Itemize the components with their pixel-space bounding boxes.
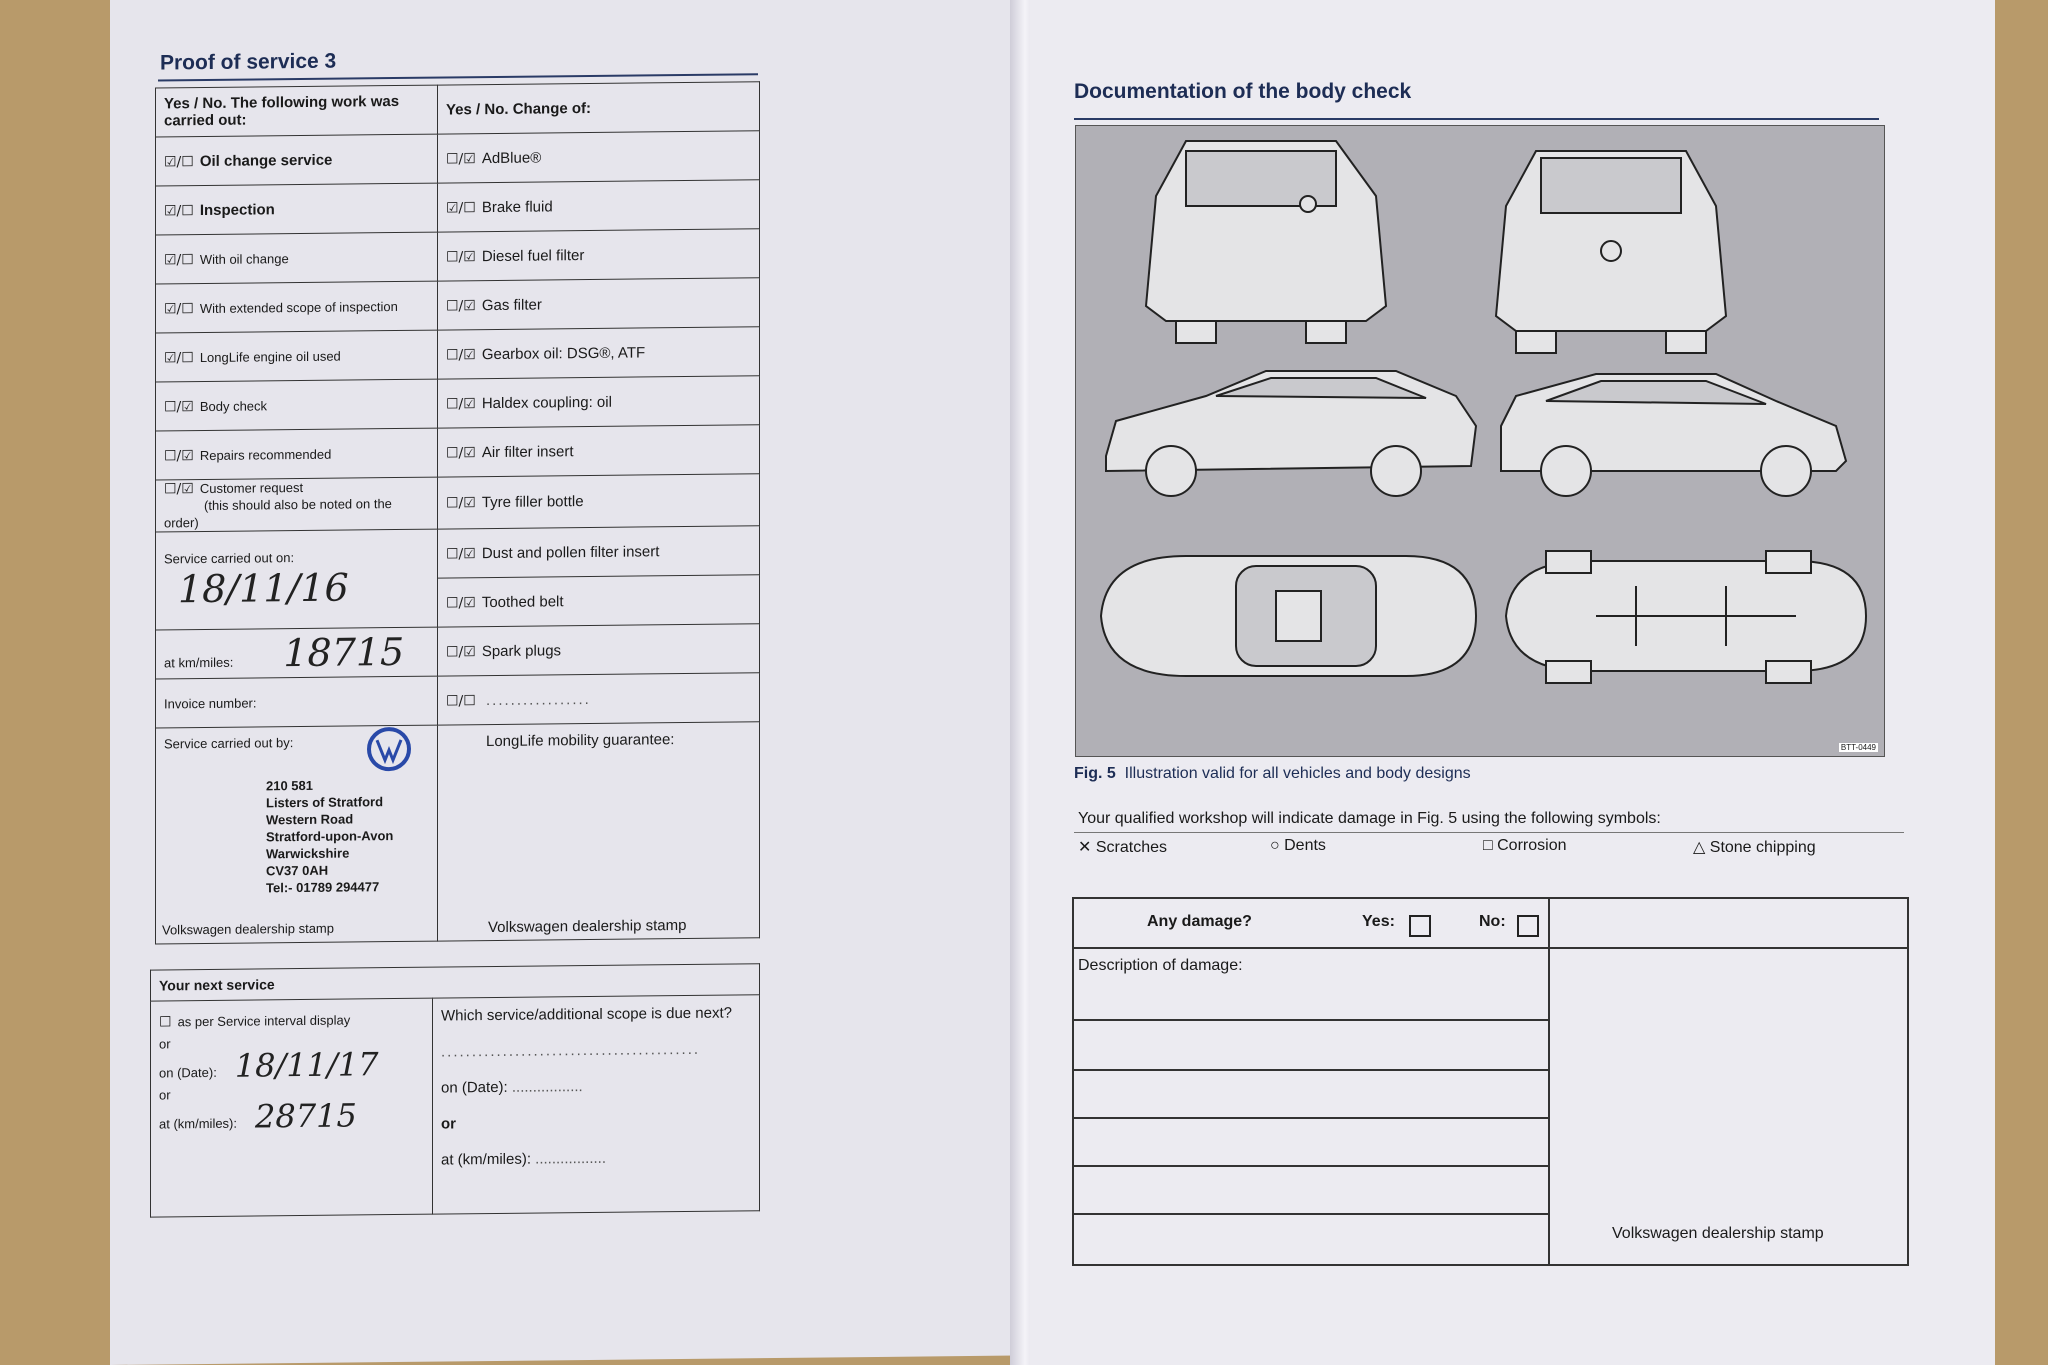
symbol-dents: ○ Dents xyxy=(1270,837,1326,854)
car-side-view-left xyxy=(1106,371,1476,496)
description-line xyxy=(1074,1117,1548,1119)
change-item-0[interactable]: ☐/☑ AdBlue® xyxy=(438,131,760,183)
cross-icon: ✕ xyxy=(1078,839,1092,856)
damage-no-checkbox[interactable] xyxy=(1517,915,1539,937)
figure-code: BTT-0449 xyxy=(1840,743,1876,752)
checkbox-icon: ☐/☑ xyxy=(446,495,476,512)
change-item-8[interactable]: ☐/☑ Dust and pollen filter insert xyxy=(438,526,760,578)
service-table xyxy=(155,81,760,944)
next-km-value: 28715 xyxy=(255,1096,357,1136)
dealer-stamp-label-mid: Volkswagen dealership stamp xyxy=(488,916,687,937)
description-line xyxy=(1074,1069,1548,1071)
symbol-stone-chipping: △ Stone chipping xyxy=(1693,839,1816,856)
km-value: 18715 xyxy=(283,629,405,676)
col1-header: Yes / No. The following work was carried out: xyxy=(156,85,438,137)
change-item-4[interactable]: ☐/☑ Gearbox oil: DSG®, ATF xyxy=(438,327,760,379)
square-icon: □ xyxy=(1483,837,1493,854)
description-line xyxy=(1074,1019,1548,1021)
circle-icon: ○ xyxy=(1270,837,1280,854)
change-item-6[interactable]: ☐/☑ Air filter insert xyxy=(438,425,760,477)
damage-no-label: No: xyxy=(1479,913,1506,930)
checkbox-icon: ☐/☑ xyxy=(446,395,476,412)
vw-logo-icon xyxy=(366,726,412,772)
description-line xyxy=(1074,1165,1548,1167)
checkbox-icon: ☐/☑ xyxy=(446,444,476,461)
damage-header-rule xyxy=(1074,947,1907,949)
car-outlines xyxy=(1076,126,1884,756)
change-item-5[interactable]: ☐/☑ Haldex coupling: oil xyxy=(438,376,760,428)
symbol-scratches: ✕ Scratches xyxy=(1078,839,1167,856)
work-item-1[interactable]: ☑/☐ Inspection xyxy=(156,183,438,235)
change-item-3[interactable]: ☐/☑ Gas filter xyxy=(438,278,760,330)
checkbox-icon: ☑/☐ xyxy=(164,349,194,366)
symbol-corrosion: □ Corrosion xyxy=(1483,837,1567,854)
customer-note: (this should also be noted on the order) xyxy=(164,496,392,531)
invoice-cell: Invoice number: xyxy=(156,676,438,728)
change-item-10[interactable]: ☐/☑ Spark plugs xyxy=(438,624,760,676)
next-service-title: Your next service xyxy=(151,964,760,1001)
work-item-0[interactable]: ☑/☐ Oil change service xyxy=(156,134,438,186)
checkbox-icon: ☑/☐ xyxy=(164,153,194,170)
checkbox-icon: ☐/☑ xyxy=(446,594,476,611)
checkbox-icon[interactable]: ☐ xyxy=(159,1014,172,1031)
car-diagram xyxy=(1075,125,1885,757)
work-item-5[interactable]: ☐/☑ Body check xyxy=(156,379,438,431)
work-item-6[interactable]: ☐/☑ Repairs recommended xyxy=(156,428,438,480)
damage-dealer-stamp-label: Volkswagen dealership stamp xyxy=(1612,1225,1824,1242)
next-service-table xyxy=(150,963,760,1217)
checkbox-icon: ☑/☐ xyxy=(446,199,476,216)
change-item-9[interactable]: ☐/☑ Toothed belt xyxy=(438,575,760,627)
checkbox-icon: ☐/☑ xyxy=(446,150,476,167)
any-damage-label: Any damage? xyxy=(1147,913,1252,930)
checkbox-icon: ☑/☐ xyxy=(164,202,194,219)
next-date-value: 18/11/17 xyxy=(234,1045,379,1085)
checkbox-icon: ☐/☑ xyxy=(446,346,476,363)
dealer-stamp-text: 210 581 Listers of Stratford Western Road Stratford-upon-Avon Warwickshire CV37 0AH Tel:- 01789 294477 xyxy=(266,777,394,896)
change-item-1[interactable]: ☑/☐ Brake fluid xyxy=(438,180,760,232)
checkbox-icon: ☐/☑ xyxy=(164,481,194,498)
change-item-2[interactable]: ☐/☑ Diesel fuel filter xyxy=(438,229,760,281)
service-date-value: 18/11/16 xyxy=(178,565,349,612)
work-item-4[interactable]: ☑/☐ LongLife engine oil used xyxy=(156,330,438,382)
guarantee-cell: LongLife mobility guarantee: Volkswagen dealership stamp xyxy=(438,722,760,941)
next-service-left: ☐ as per Service interval display or on (Date): 18/11/17 or at (km/miles): 28715 xyxy=(151,998,433,1217)
right-title-rule xyxy=(1074,118,1879,120)
work-item-3[interactable]: ☑/☐ With extended scope of inspection xyxy=(156,281,438,333)
col2-header: Yes / No. Change of: xyxy=(438,82,760,134)
dealer-stamp-label-left: Volkswagen dealership stamp xyxy=(162,920,334,938)
car-front-view xyxy=(1496,151,1726,353)
work-item-7[interactable]: ☐/☑ Customer request (this should also be noted on the order) xyxy=(156,477,438,532)
checkbox-icon: ☐/☑ xyxy=(164,447,194,464)
work-item-2[interactable]: ☑/☐ With oil change xyxy=(156,232,438,284)
checkbox-icon: ☐/☑ xyxy=(446,545,476,562)
page-title-proof: Proof of service 3 xyxy=(160,49,337,75)
km-cell: at km/miles: 18715 xyxy=(156,627,438,679)
change-item-7[interactable]: ☐/☑ Tyre filler bottle xyxy=(438,474,760,529)
left-page xyxy=(110,0,1015,1365)
car-side-view-right xyxy=(1501,374,1846,496)
instruction-rule xyxy=(1074,832,1904,833)
damage-description-label: Description of damage: xyxy=(1078,957,1243,974)
checkbox-icon: ☑/☐ xyxy=(164,300,194,317)
checkbox-icon: ☐/☑ xyxy=(446,248,476,265)
symbol-instruction: Your qualified workshop will indicate damage in Fig. 5 using the following symbols: xyxy=(1078,810,1661,827)
car-underside-view xyxy=(1506,551,1866,683)
damage-yes-checkbox[interactable] xyxy=(1409,915,1431,937)
checkbox-icon: ☐/☑ xyxy=(446,297,476,314)
carried-by-cell: Service carried out by: 210 581 Listers of Stratford Western Road Stratford-upon-Avon Warwickshire CV37 0AH Tel:- 01789 294477 Volkswagen dealership stamp xyxy=(156,725,438,944)
checkbox-icon: ☑/☐ xyxy=(164,251,194,268)
page-title-body-check: Documentation of the body check xyxy=(1074,80,1412,103)
checkbox-icon: ☐/☑ xyxy=(164,398,194,415)
damage-yes-label: Yes: xyxy=(1362,913,1395,930)
invoice-checkbox[interactable]: ☐/☐ ................. xyxy=(438,673,760,725)
damage-column-divider xyxy=(1548,899,1550,1264)
triangle-icon: △ xyxy=(1693,839,1706,856)
damage-table xyxy=(1072,897,1909,1266)
car-top-view xyxy=(1101,556,1476,676)
checkbox-icon: ☐/☐ xyxy=(446,692,476,709)
service-date-cell: Service carried out on: 18/11/16 xyxy=(156,529,438,630)
checkbox-icon: ☐/☑ xyxy=(446,643,476,660)
car-rear-view xyxy=(1146,141,1386,343)
description-line xyxy=(1074,1213,1548,1215)
figure-caption: Fig. 5 Illustration valid for all vehicles and body designs xyxy=(1074,765,1471,782)
next-service-right: Which service/additional scope is due next? .......................................... on (Date): ................. or at (km/miles): ................. xyxy=(433,995,760,1214)
